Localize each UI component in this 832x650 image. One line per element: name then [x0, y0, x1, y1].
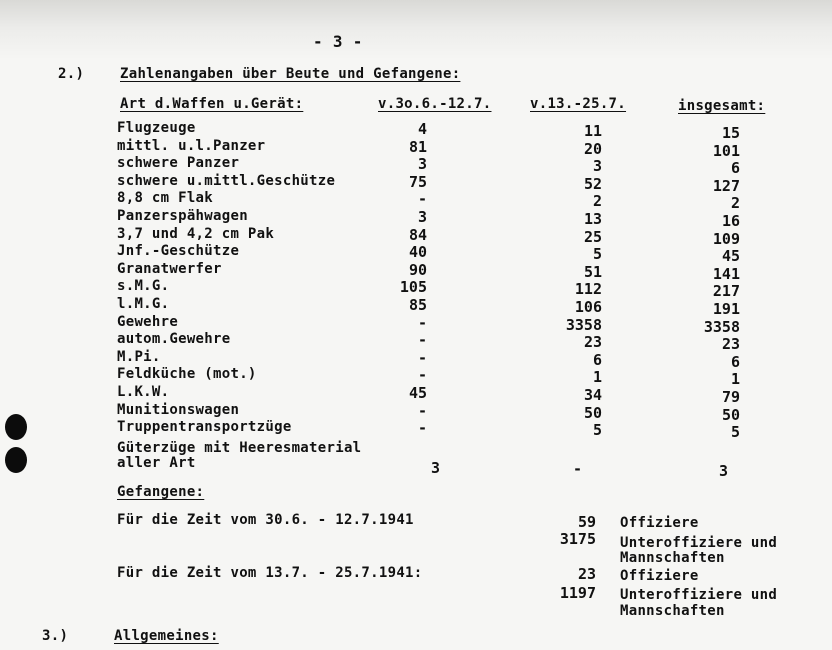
row-total: 5	[730, 423, 740, 442]
section-title: Zahlenangaben über Beute und Gefangene:	[120, 66, 461, 82]
row-period1: -	[417, 331, 427, 350]
row-label: autom.Gewehre	[117, 331, 231, 348]
punch-hole	[5, 414, 27, 440]
row-label: Gewehre	[117, 313, 179, 330]
row-total: 45	[721, 247, 740, 266]
p2-officers-count: 23	[577, 565, 596, 583]
row-period2: 106	[574, 298, 602, 316]
row-total: 141	[712, 264, 740, 283]
header-period2: v.13.-25.7.	[530, 96, 627, 112]
header-category: Art d.Waffen u.Gerät:	[120, 96, 304, 112]
row-label: schwere Panzer	[117, 155, 240, 172]
row-period2: 25	[583, 227, 602, 246]
row-period2: 6	[592, 350, 602, 369]
row-period2: 5	[592, 421, 602, 440]
p1-officers-count: 59	[577, 513, 596, 531]
p1-men-label1: Unteroffiziere und	[620, 535, 778, 551]
row-period1: 40	[408, 243, 427, 262]
row-label: schwere u.mittl.Geschütze	[117, 172, 336, 189]
row-label: L.K.W.	[117, 384, 170, 400]
header-period1: v.3o.6.-12.7.	[378, 96, 492, 112]
row-label: Truppentransportzüge	[117, 419, 292, 436]
prisoners-title: Gefangene:	[117, 484, 205, 500]
p2-men-count: 1197	[559, 584, 596, 602]
row-period1: -	[417, 366, 427, 385]
row-total: 191	[712, 300, 740, 318]
row-label: 3,7 und 4,2 cm Pak	[117, 225, 275, 242]
row-label: 8,8 cm Flak	[117, 190, 214, 207]
row-period2: 3	[592, 157, 602, 176]
row-total: 15	[721, 124, 740, 142]
row-period1: -	[417, 313, 427, 332]
row-total: 109	[712, 229, 740, 248]
row-total: 127	[712, 176, 740, 195]
section-number: 2.)	[58, 66, 85, 82]
row-period1: 81	[408, 137, 427, 156]
row-total: 50	[721, 405, 740, 424]
row-period2: 50	[583, 403, 602, 422]
row-period2: 23	[583, 333, 602, 352]
row-period1: 90	[408, 260, 427, 279]
row-period1: 3	[417, 155, 427, 174]
row-period1: 4	[417, 120, 427, 138]
punch-hole	[5, 447, 27, 473]
last-row-label2: aller Art	[117, 455, 196, 471]
row-label: Granatwerfer	[117, 260, 222, 277]
p1-officers-label: Offiziere	[620, 515, 699, 531]
row-period2: 11	[583, 122, 602, 140]
row-period1: -	[417, 190, 427, 209]
row-label: Munitionswagen	[117, 401, 240, 418]
row-period1: 75	[408, 172, 427, 191]
p2-officers-label: Offiziere	[620, 568, 699, 584]
row-period2: 2	[592, 192, 602, 211]
row-period1: 85	[408, 296, 427, 314]
page-number: - 3 -	[313, 32, 363, 51]
row-total: 3358	[703, 317, 740, 336]
prisoners-period2: Für die Zeit vom 13.7. - 25.7.1941:	[117, 565, 423, 581]
row-period2: 34	[583, 386, 602, 404]
row-period2: 13	[583, 210, 602, 228]
row-period1: 3	[417, 208, 427, 226]
row-period2: 52	[583, 174, 602, 193]
row-label: M.Pi.	[117, 348, 161, 365]
row-label: s.M.G.	[117, 278, 170, 295]
row-period1: 84	[408, 225, 427, 244]
row-period2: 112	[574, 280, 602, 299]
row-period1: -	[417, 401, 427, 420]
row-label: Flugzeuge	[117, 120, 196, 136]
row-period2: 1	[592, 368, 602, 387]
row-period1: 45	[408, 384, 427, 402]
row-label: Panzerspähwagen	[117, 208, 248, 224]
row-total: 23	[721, 335, 740, 354]
row-label: Jnf.-Geschütze	[117, 243, 240, 260]
row-period1: 105	[399, 278, 427, 297]
last-row-total: 3	[718, 462, 728, 480]
row-period2: 20	[583, 139, 602, 158]
section3-title: Allgemeines:	[114, 628, 219, 644]
row-period1: -	[417, 419, 427, 438]
row-label: l.M.G.	[117, 296, 170, 312]
last-row-period2: -	[572, 460, 582, 478]
prisoners-period1: Für die Zeit vom 30.6. - 12.7.1941	[117, 512, 414, 528]
p2-men-label1: Unteroffiziere und	[620, 587, 778, 603]
row-total: 217	[712, 282, 740, 301]
row-total: 101	[712, 141, 740, 160]
row-total: 6	[730, 159, 740, 178]
p1-men-label2: Mannschaften	[620, 550, 725, 566]
section3-number: 3.)	[42, 628, 69, 644]
row-total: 16	[721, 212, 740, 230]
row-label: Feldküche (mot.)	[117, 366, 257, 383]
row-total: 1	[730, 370, 740, 389]
p1-men-count: 3175	[559, 530, 596, 548]
row-period2: 5	[592, 245, 602, 264]
row-total: 6	[730, 352, 740, 371]
last-row-label1: Güterzüge mit Heeresmaterial	[117, 440, 362, 456]
header-total: insgesamt:	[678, 98, 766, 114]
last-row-period1: 3	[430, 459, 440, 477]
row-label: mittl. u.l.Panzer	[117, 137, 266, 154]
row-period2: 51	[583, 262, 602, 281]
row-period1: -	[417, 348, 427, 367]
row-total: 79	[721, 388, 740, 406]
row-period2: 3358	[565, 315, 602, 334]
row-total: 2	[730, 194, 740, 213]
p2-men-label2: Mannschaften	[620, 603, 725, 619]
